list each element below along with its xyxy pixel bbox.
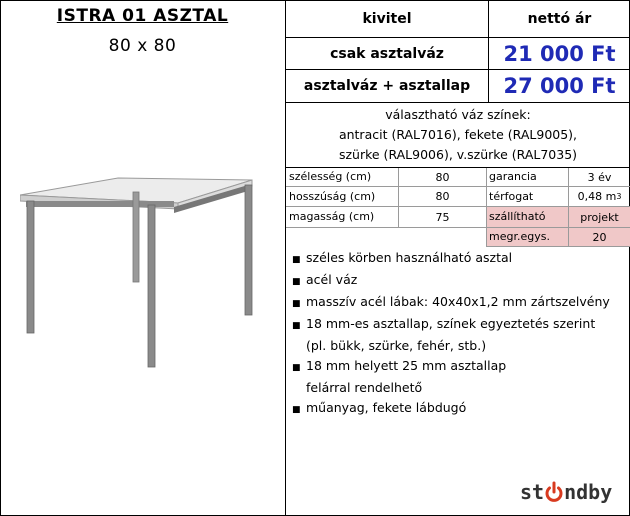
feature-text: masszív acél lábak: 40x40x1,2 mm zártszelvény (306, 294, 610, 309)
spec-length-value: 80 (435, 190, 450, 203)
color-options (286, 105, 630, 165)
feature-text: acél váz (306, 272, 358, 287)
feature-text: széles körben használható asztal (306, 250, 513, 265)
bullet-icon: ■ (292, 321, 301, 331)
spec-warranty-value: 3 év (587, 170, 612, 184)
logo-text-left: st (520, 480, 545, 504)
bullet-icon: ■ (292, 277, 301, 287)
row-label-frame-and-top: asztalváz + asztallap (303, 78, 471, 94)
feature-item-continued (292, 336, 627, 356)
product-title: ISTRA 01 ASZTAL (56, 6, 229, 26)
color-options-heading: választható váz színek: (385, 107, 531, 122)
spec-order-unit-value: 20 (569, 228, 630, 246)
spec-shippable-label: szállítható (487, 207, 568, 227)
feature-text: műanyag, fekete lábdugó (306, 400, 467, 415)
price-frame-only: 21 000 Ft (503, 41, 616, 66)
spec-volume-label: térfogat (489, 190, 534, 203)
spec-warranty-label: garancia (489, 170, 537, 183)
spec-height-value: 75 (435, 210, 450, 224)
feature-item (292, 356, 627, 378)
feature-text: (pl. bükk, szürke, fehér, stb.) (306, 338, 487, 353)
power-icon (545, 481, 563, 503)
logo-text-right: ndby (564, 480, 613, 504)
bullet-icon: ■ (292, 255, 301, 265)
spec-order-unit-label: megr.egys. (487, 228, 568, 246)
feature-item (292, 248, 627, 270)
bullet-icon: ■ (292, 405, 301, 415)
spec-width-label: szélesség (cm) (289, 170, 372, 183)
product-size: 80 x 80 (108, 36, 177, 56)
bullet-icon: ■ (292, 363, 301, 373)
spec-shippable-value: projekt (569, 207, 630, 227)
spec-width-value: 80 (435, 170, 450, 184)
spec-volume-number: 0,48 m (577, 190, 617, 203)
color-options-line-1: antracit (RAL7016), fekete (RAL9005), (338, 127, 578, 142)
spec-volume-value (569, 187, 630, 206)
feature-list (292, 248, 627, 418)
feature-item (292, 314, 627, 336)
feature-text: felárral rendelhető (306, 380, 423, 395)
feature-text: 18 mm helyett 25 mm asztallap (306, 358, 507, 373)
row-label-frame-only: csak asztalváz (330, 45, 444, 62)
spec-length-label: hosszúság (cm) (289, 190, 376, 203)
feature-item (292, 270, 627, 292)
bullet-icon: ■ (292, 299, 301, 309)
spec-height-label: magasság (cm) (289, 210, 375, 223)
table-image (20, 170, 275, 370)
feature-item (292, 292, 627, 314)
color-options-line-2: szürke (RAL9006), v.szürke (RAL7035) (338, 147, 578, 162)
feature-text: 18 mm-es asztallap, színek egyeztetés szerint (306, 316, 596, 331)
price-frame-and-top: 27 000 Ft (503, 74, 616, 98)
feature-item-continued (292, 378, 627, 398)
spec-volume-exponent: 3 (616, 192, 622, 201)
feature-item (292, 398, 627, 420)
standby-logo (520, 476, 620, 508)
header-netto-ar: nettó ár (527, 10, 592, 27)
header-kivitel: kivitel (362, 10, 412, 27)
